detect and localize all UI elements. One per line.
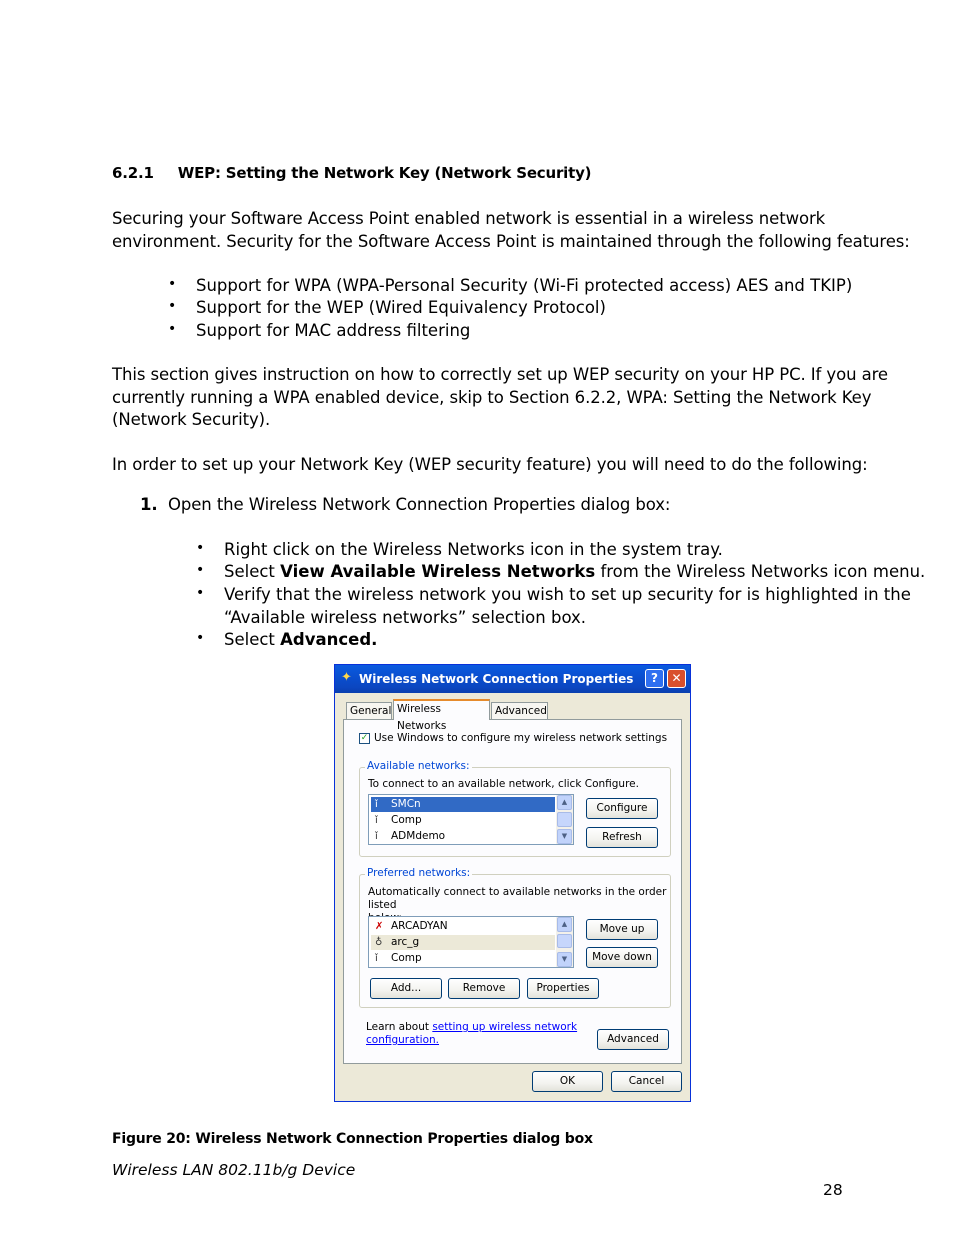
step-bullet-line: “Available wireless networks” selection box. [224,607,587,627]
section-info-paragraph [112,364,888,432]
instructions-intro: In order to set up your Network Key (WEP security feature) you will need to do the following: [112,455,868,474]
tab-panel [343,719,682,1064]
info-line: This section gives instruction on how to correctly set up WEP security on your HP PC. If you are [112,365,888,384]
preferred-desc-line: Automatically connect to available networks in the order listed [368,886,667,911]
scroll-up-icon[interactable]: ▲ [557,795,572,810]
remove-button[interactable]: Remove [448,978,520,999]
step-bullet-bold: Advanced. [280,630,378,649]
use-windows-checkbox[interactable]: ✓ [360,733,369,743]
bullet-icon: • [196,585,205,601]
footer-doc-title: Wireless LAN 802.11b/g Device [112,1161,356,1179]
section-number: 6.2.1 [112,164,154,182]
network-name: ADMdemo [391,830,446,842]
step-number: 1. [140,495,158,514]
available-networks-label: Available networks: [367,760,470,772]
section-heading [112,164,591,182]
dialog-titlebar [335,665,690,693]
preferred-networks-list[interactable] [368,916,574,968]
tab-advanced[interactable]: Advanced [491,702,548,719]
info-line: currently running a WPA enabled device, skip to Section 6.2.2, WPA: Setting the Network Key [112,387,872,407]
properties-button[interactable]: Properties [527,978,599,999]
step-bullet-prefix: Select [224,630,281,649]
list-item[interactable] [371,951,555,966]
move-up-button[interactable]: Move up [586,919,658,940]
bullet-icon: • [196,540,205,556]
network-name: ARCADYAN [391,920,448,932]
scroll-down-icon[interactable]: ▼ [557,952,572,967]
network-name: SMCn [391,798,421,810]
ok-button[interactable]: OK [532,1071,603,1092]
antenna-icon: ǐ [375,815,378,826]
scrollbar[interactable] [556,917,573,967]
bullet-icon: • [168,298,177,314]
use-windows-label: Use Windows to configure my wireless network settings [374,732,668,744]
unavailable-network-icon: ✗ [375,921,384,932]
network-name: Comp [391,952,422,964]
info-line: (Network Security). [112,410,271,429]
wireless-properties-dialog [334,664,691,1102]
step-bullet-line: Verify that the wireless network you wish to set up security for is highlighted in the [224,585,911,604]
antenna-icon: ǐ [375,953,378,964]
bullet-icon: • [196,630,205,646]
scroll-up-icon[interactable]: ▲ [557,917,572,932]
close-button[interactable]: ✕ [667,669,686,688]
bullet-icon: • [196,562,205,578]
step-bullet-suffix: from the Wireless Networks icon menu. [595,562,926,581]
available-networks-list[interactable] [368,794,574,845]
dialog-title: Wireless Network Connection Properties [359,672,634,686]
network-name: arc_g [391,936,420,948]
step-bullet: Right click on the Wireless Networks icon in the system tray. [224,540,723,559]
scrollbar[interactable] [556,795,573,844]
bullet-icon: • [168,276,177,292]
step-text: Open the Wireless Network Connection Properties dialog box: [168,495,671,514]
scroll-down-icon[interactable]: ▼ [557,829,572,844]
help-button[interactable]: ? [645,669,664,688]
page-number: 28 [823,1181,843,1199]
feature-item: Support for the WEP (Wired Equivalency Protocol) [196,298,606,317]
list-item[interactable] [371,829,555,844]
list-item[interactable] [371,797,555,812]
available-networks-desc: To connect to an available network, click Configure. [368,778,639,790]
list-item[interactable] [371,935,555,950]
antenna-icon: ǐ [375,831,378,842]
step-bullet-bold: View Available Wireless Networks [280,562,596,581]
intro-line: environment. Security for the Software Access Point is maintained through the following features: [112,231,910,251]
tab-general[interactable]: General [346,702,392,719]
tab-wireless-networks[interactable]: Wireless Networks [393,699,490,720]
ad-hoc-network-icon: ♁ [375,937,383,948]
step-bullet [224,629,377,652]
feature-item: Support for MAC address filtering [196,321,471,340]
figure-caption: Figure 20: Wireless Network Connection Properties dialog box [112,1131,593,1147]
step-bullet [224,561,925,584]
configure-button[interactable]: Configure [586,798,658,819]
step-bullet-prefix: Select [224,562,281,581]
learn-link[interactable]: setting up wireless network [432,1021,578,1033]
learn-about-text [366,1021,577,1047]
preferred-networks-label: Preferred networks: [367,867,471,879]
bullet-icon: • [168,321,177,337]
learn-prefix: Learn about [366,1021,433,1033]
add-button[interactable]: Add... [370,978,442,999]
list-item[interactable] [371,813,555,828]
learn-link[interactable]: configuration. [366,1034,439,1046]
feature-item: Support for WPA (WPA-Personal Security (Wi-Fi protected access) AES and TKIP) [196,276,853,295]
move-down-button[interactable]: Move down [586,947,658,968]
list-item[interactable] [371,919,555,934]
antenna-icon: ǐ [375,799,378,810]
intro-line: Securing your Software Access Point enabled network is essential in a wireless network [112,209,826,228]
section-title: WEP: Setting the Network Key (Network Security) [177,164,592,182]
intro-paragraph [112,208,910,253]
advanced-button[interactable]: Advanced [597,1029,669,1050]
scroll-thumb[interactable] [557,934,572,948]
network-name: Comp [391,814,422,826]
refresh-button[interactable]: Refresh [586,827,658,848]
wireless-network-icon: ✦ [341,670,352,685]
step-bullet [224,584,911,629]
cancel-button[interactable]: Cancel [611,1071,682,1092]
scroll-thumb[interactable] [557,812,572,827]
